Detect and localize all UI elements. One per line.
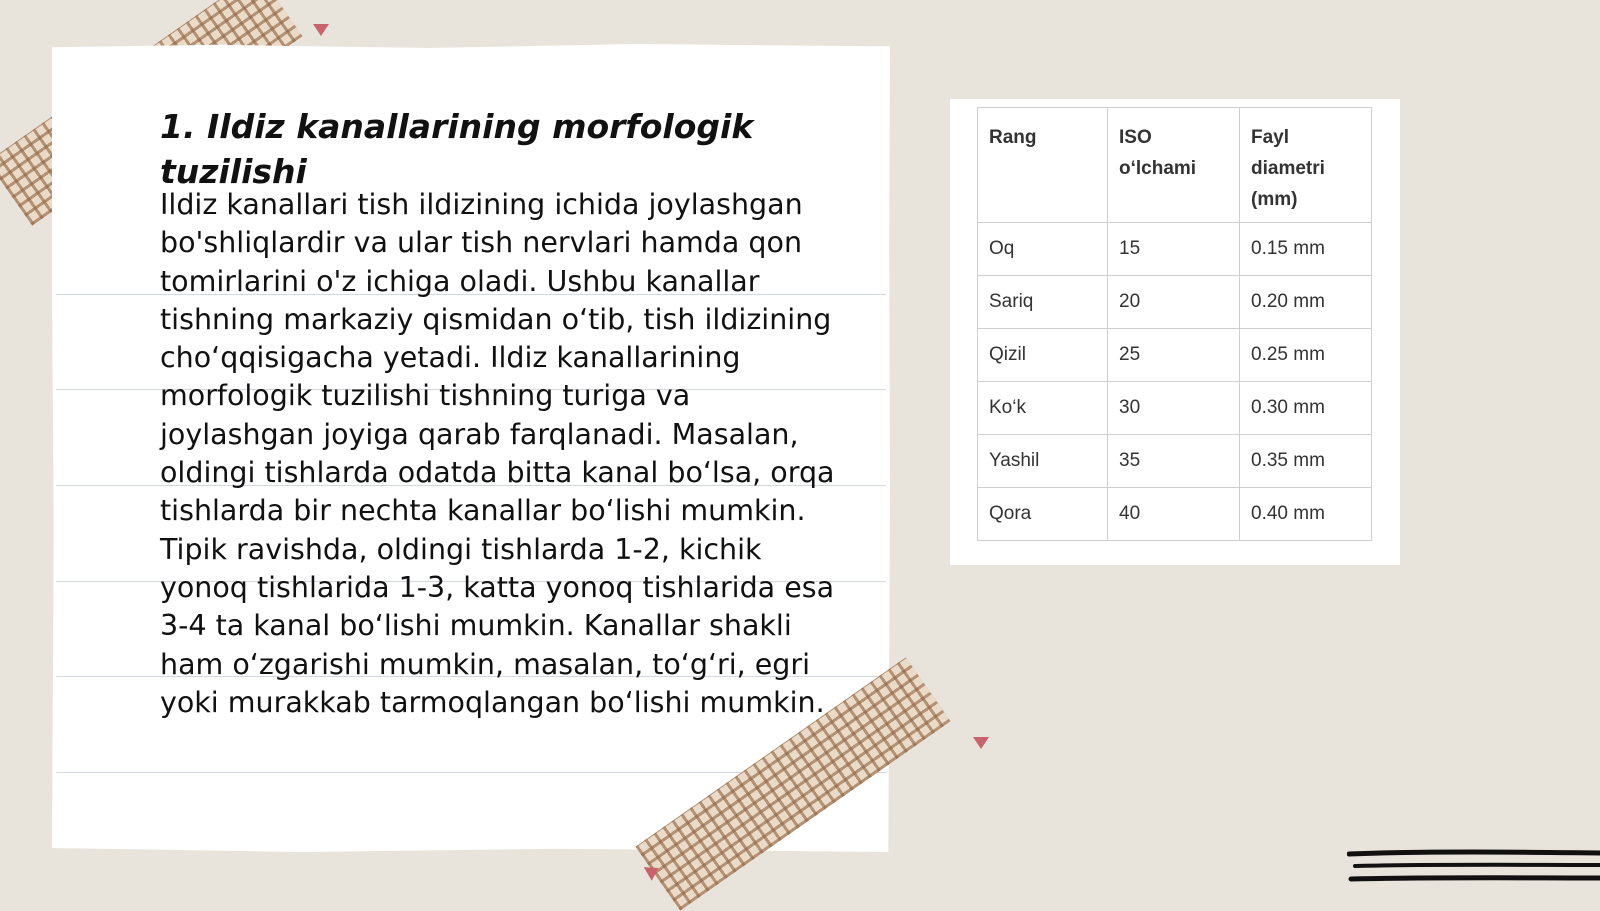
table-cell: 40 bbox=[1108, 488, 1240, 541]
column-header-file-diameter: Fayl diametri (mm) bbox=[1240, 108, 1372, 223]
table-card bbox=[950, 99, 1400, 565]
table-cell: 0.25 mm bbox=[1240, 329, 1372, 382]
table-cell: Qora bbox=[978, 488, 1108, 541]
table-cell: Yashil bbox=[978, 435, 1108, 488]
table-row bbox=[978, 435, 1372, 488]
table-cell: 15 bbox=[1108, 223, 1240, 276]
tape-tip-top bbox=[313, 24, 329, 36]
table-cell: 20 bbox=[1108, 276, 1240, 329]
table-row bbox=[978, 488, 1372, 541]
body-paragraph: Ildiz kanallari tish ildizining ichida joylashgan bo'shliqlardir va ular tish nervlari hamda qon tomirlarini o'z ichiga oladi. Ushbu kanallar tishning markaziy qismidan o‘tib, tish ildizining cho‘qqisigacha yetadi. Ildiz kanallarining morfologik tuzilishi tishning turiga va joylashgan joyiga qarab farqlanadi. Masalan, oldingi tishlarda odatda bitta kanal bo‘lsa, orqa tishlarda bir nechta kanallar bo‘lishi mumkin. Tipik ravishda, oldingi tishlarda 1-2, kichik yonoq tishlarida 1-3, katta yonoq tishlarida esa 3-4 ta kanal bo‘lishi mumkin. Kanallar shakli ham o‘zgarishi mumkin, masalan, to‘g‘ri, egri yoki murakkab tarmoqlangan bo‘lishi mumkin. bbox=[160, 188, 835, 719]
table-cell: 25 bbox=[1108, 329, 1240, 382]
table-cell: 0.30 mm bbox=[1240, 382, 1372, 435]
table-row bbox=[978, 223, 1372, 276]
table-row bbox=[978, 329, 1372, 382]
slide-heading: 1. Ildiz kanallarining morfologik tuzilishi bbox=[160, 107, 754, 191]
table-row bbox=[978, 276, 1372, 329]
table-cell: 30 bbox=[1108, 382, 1240, 435]
decorative-scribble bbox=[1347, 848, 1600, 890]
table-cell: Qizil bbox=[978, 329, 1108, 382]
table-cell: Oq bbox=[978, 223, 1108, 276]
column-header-iso-size: ISO o‘lchami bbox=[1108, 108, 1240, 223]
table-header-row bbox=[978, 108, 1372, 223]
table-cell: 0.35 mm bbox=[1240, 435, 1372, 488]
iso-size-table bbox=[977, 107, 1372, 541]
table-cell: Sariq bbox=[978, 276, 1108, 329]
table-row bbox=[978, 382, 1372, 435]
table-cell: 35 bbox=[1108, 435, 1240, 488]
table-cell: 0.15 mm bbox=[1240, 223, 1372, 276]
table-cell: 0.20 mm bbox=[1240, 276, 1372, 329]
table-cell: Ko‘k bbox=[978, 382, 1108, 435]
table-cell: 0.40 mm bbox=[1240, 488, 1372, 541]
tape-tip-bottom bbox=[973, 737, 989, 749]
column-header-color: Rang bbox=[978, 108, 1108, 223]
